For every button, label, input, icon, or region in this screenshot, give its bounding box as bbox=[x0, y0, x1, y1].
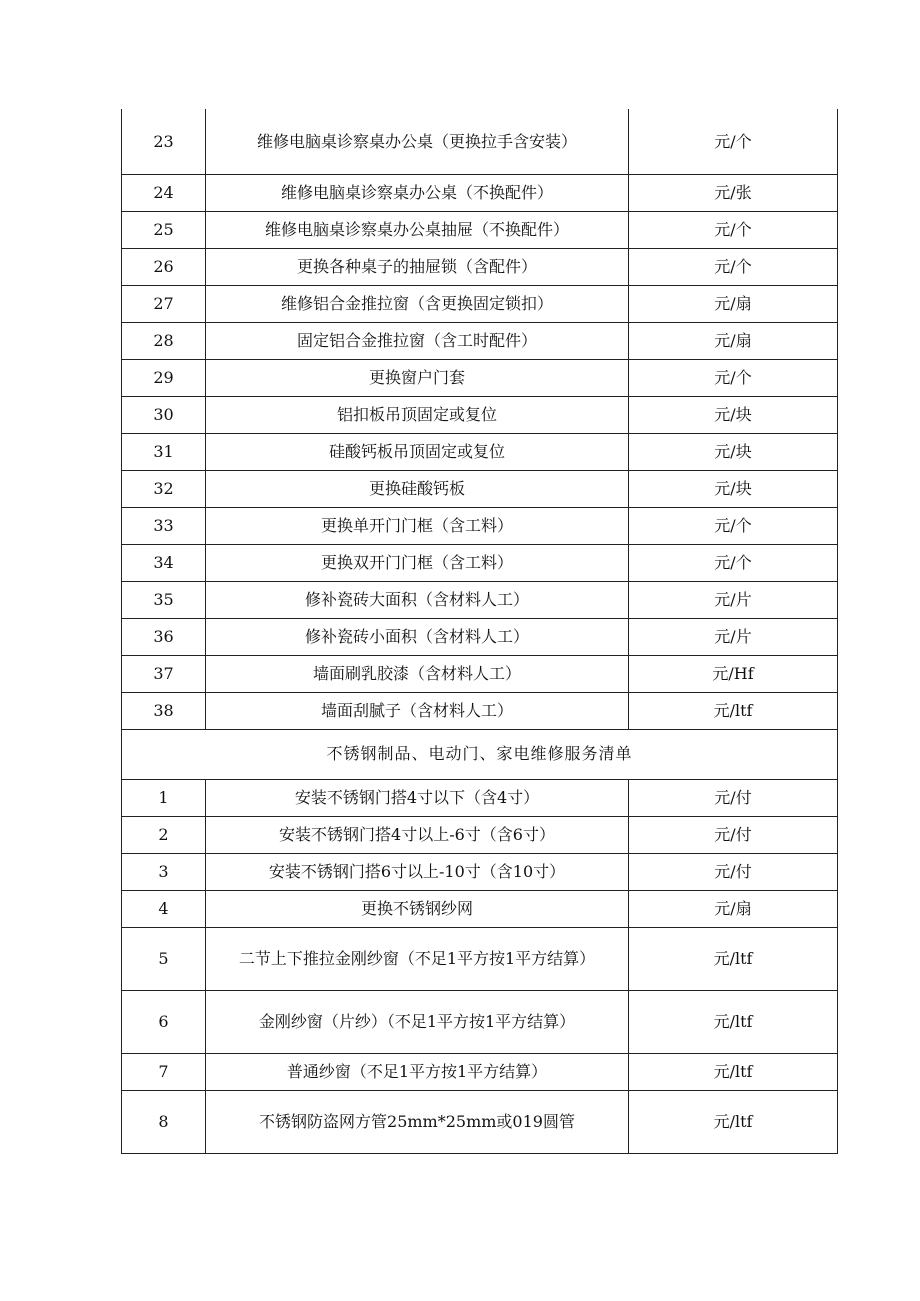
table-body bbox=[122, 109, 838, 1153]
unit-cell: 元/块 bbox=[629, 433, 838, 470]
unit-cell: 元/Hf bbox=[629, 655, 838, 692]
item-number-cell: 6 bbox=[122, 990, 206, 1053]
unit-cell: 元/个 bbox=[629, 248, 838, 285]
unit-cell: 元/ltf bbox=[629, 1053, 838, 1090]
item-number-cell: 4 bbox=[122, 890, 206, 927]
unit-cell: 元/ltf bbox=[629, 1090, 838, 1153]
item-number-cell: 25 bbox=[122, 211, 206, 248]
service-price-table bbox=[121, 109, 838, 1154]
item-name-cell: 墙面刷乳胶漆（含材料人工） bbox=[206, 655, 629, 692]
unit-cell: 元/付 bbox=[629, 816, 838, 853]
item-number-cell: 32 bbox=[122, 470, 206, 507]
item-name-cell: 更换硅酸钙板 bbox=[206, 470, 629, 507]
item-name-cell: 墙面刮腻子（含材料人工） bbox=[206, 692, 629, 729]
table-row bbox=[122, 396, 838, 433]
unit-cell: 元/个 bbox=[629, 544, 838, 581]
item-name-cell: 安装不锈钢门搭4寸以下（含4寸） bbox=[206, 779, 629, 816]
table-row bbox=[122, 433, 838, 470]
item-name-cell: 普通纱窗（不足1平方按1平方结算） bbox=[206, 1053, 629, 1090]
item-name-cell: 更换不锈钢纱网 bbox=[206, 890, 629, 927]
item-name-cell: 维修电脑桌诊察桌办公桌抽屉（不换配件） bbox=[206, 211, 629, 248]
table-row bbox=[122, 174, 838, 211]
item-number-cell: 29 bbox=[122, 359, 206, 396]
unit-cell: 元/个 bbox=[629, 211, 838, 248]
item-number-cell: 5 bbox=[122, 927, 206, 990]
item-number-cell: 34 bbox=[122, 544, 206, 581]
unit-cell: 元/ltf bbox=[629, 692, 838, 729]
table-row bbox=[122, 692, 838, 729]
item-name-cell: 维修电脑桌诊察桌办公桌（更换拉手含安装） bbox=[206, 109, 629, 174]
item-name-cell: 安装不锈钢门搭4寸以上-6寸（含6寸） bbox=[206, 816, 629, 853]
item-number-cell: 36 bbox=[122, 618, 206, 655]
table-row bbox=[122, 285, 838, 322]
item-name-cell: 更换双开门门框（含工料） bbox=[206, 544, 629, 581]
table-row bbox=[122, 853, 838, 890]
item-number-cell: 33 bbox=[122, 507, 206, 544]
table-row bbox=[122, 470, 838, 507]
item-number-cell: 1 bbox=[122, 779, 206, 816]
item-number-cell: 30 bbox=[122, 396, 206, 433]
unit-cell: 元/个 bbox=[629, 359, 838, 396]
table-row bbox=[122, 990, 838, 1053]
item-name-cell: 二节上下推拉金刚纱窗（不足1平方按1平方结算） bbox=[206, 927, 629, 990]
item-number-cell: 24 bbox=[122, 174, 206, 211]
table-row bbox=[122, 248, 838, 285]
unit-cell: 元/付 bbox=[629, 853, 838, 890]
item-name-cell: 更换单开门门框（含工料） bbox=[206, 507, 629, 544]
item-number-cell: 8 bbox=[122, 1090, 206, 1153]
item-name-cell: 修补瓷砖大面积（含材料人工） bbox=[206, 581, 629, 618]
table-row bbox=[122, 618, 838, 655]
item-name-cell: 金刚纱窗（片纱）（不足1平方按1平方结算） bbox=[206, 990, 629, 1053]
unit-cell: 元/扇 bbox=[629, 285, 838, 322]
item-name-cell: 维修电脑桌诊察桌办公桌（不换配件） bbox=[206, 174, 629, 211]
table-row bbox=[122, 1090, 838, 1153]
item-number-cell: 35 bbox=[122, 581, 206, 618]
item-name-cell: 维修铝合金推拉窗（含更换固定锁扣） bbox=[206, 285, 629, 322]
unit-cell: 元/张 bbox=[629, 174, 838, 211]
unit-cell: 元/ltf bbox=[629, 990, 838, 1053]
item-number-cell: 31 bbox=[122, 433, 206, 470]
unit-cell: 元/ltf bbox=[629, 927, 838, 990]
item-name-cell: 安装不锈钢门搭6寸以上-10寸（含10寸） bbox=[206, 853, 629, 890]
unit-cell: 元/扇 bbox=[629, 890, 838, 927]
item-number-cell: 38 bbox=[122, 692, 206, 729]
section-row bbox=[122, 729, 838, 779]
table-row bbox=[122, 655, 838, 692]
table-row bbox=[122, 109, 838, 174]
item-number-cell: 28 bbox=[122, 322, 206, 359]
item-number-cell: 27 bbox=[122, 285, 206, 322]
item-name-cell: 不锈钢防盗网方管25mm*25mm或019圆管 bbox=[206, 1090, 629, 1153]
unit-cell: 元/扇 bbox=[629, 322, 838, 359]
item-name-cell: 固定铝合金推拉窗（含工时配件） bbox=[206, 322, 629, 359]
table-row bbox=[122, 816, 838, 853]
table-row bbox=[122, 779, 838, 816]
unit-cell: 元/个 bbox=[629, 109, 838, 174]
table-row bbox=[122, 581, 838, 618]
table-row bbox=[122, 507, 838, 544]
unit-cell: 元/块 bbox=[629, 470, 838, 507]
item-name-cell: 更换各种桌子的抽屉锁（含配件） bbox=[206, 248, 629, 285]
unit-cell: 元/个 bbox=[629, 507, 838, 544]
table-row bbox=[122, 322, 838, 359]
item-name-cell: 硅酸钙板吊顶固定或复位 bbox=[206, 433, 629, 470]
item-number-cell: 26 bbox=[122, 248, 206, 285]
table-row bbox=[122, 359, 838, 396]
item-name-cell: 修补瓷砖小面积（含材料人工） bbox=[206, 618, 629, 655]
item-name-cell: 更换窗户门套 bbox=[206, 359, 629, 396]
unit-cell: 元/块 bbox=[629, 396, 838, 433]
table-row bbox=[122, 544, 838, 581]
table-row bbox=[122, 1053, 838, 1090]
item-number-cell: 2 bbox=[122, 816, 206, 853]
table-row bbox=[122, 211, 838, 248]
item-number-cell: 3 bbox=[122, 853, 206, 890]
item-number-cell: 7 bbox=[122, 1053, 206, 1090]
unit-cell: 元/片 bbox=[629, 618, 838, 655]
unit-cell: 元/付 bbox=[629, 779, 838, 816]
item-number-cell: 23 bbox=[122, 109, 206, 174]
table-row bbox=[122, 890, 838, 927]
unit-cell: 元/片 bbox=[629, 581, 838, 618]
item-name-cell: 铝扣板吊顶固定或复位 bbox=[206, 396, 629, 433]
section-title: 不锈钢制品、电动门、家电维修服务清单 bbox=[122, 729, 838, 779]
item-number-cell: 37 bbox=[122, 655, 206, 692]
table-row bbox=[122, 927, 838, 990]
